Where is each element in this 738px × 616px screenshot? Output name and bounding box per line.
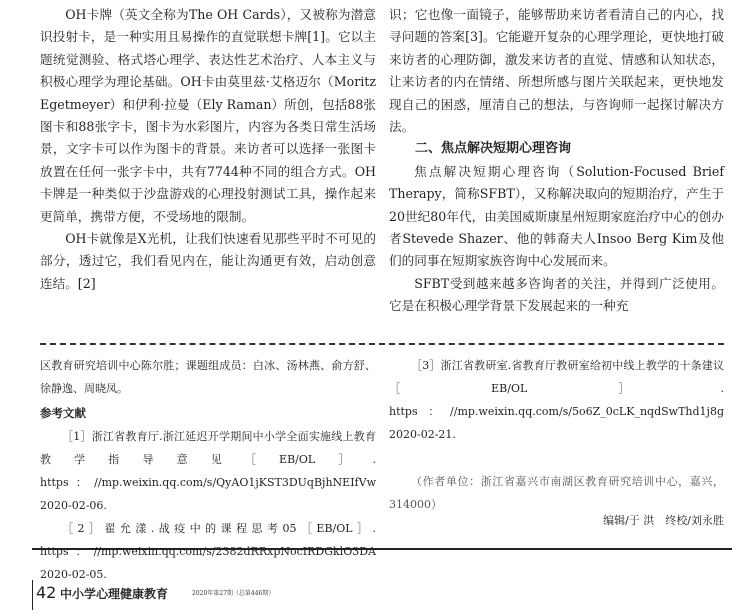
body-paragraph: 焦点解决短期心理咨询（Solution-Focused Brief Therapy，简称SFBT），又称解决取向的短期治疗，产生于20世纪80年代，由美国威斯康星州短期家庭治疗中心的创办者Stevede Shazer、他的韩裔夫人Insoo Berg Kim及他们的同事在短期家族咨询中心发展而来。	[389, 163, 724, 269]
body-paragraph: OH卡就像是X光机，让我们快速看见那些平时不可见的部分，透过它，我们看见内在，能让沟通更有效，启动创意连结。[2]	[40, 231, 376, 291]
editor-credit: 编辑/于 洪 终校/刘永胜	[603, 514, 724, 527]
page-number: 42	[36, 583, 57, 602]
reference-item: ［3］浙江省教研室.省教育厅教研室给初中线上教学的十条建议［EB/OL］. https：//mp.weixin.qq.com/s/5o6Z_0cLK_nqdSwThd1j8g 2020-02-21.	[389, 359, 724, 441]
author-affiliation: （作者单位：浙江省嘉兴市南湖区教育研究培训中心，嘉兴，314000）	[389, 475, 724, 511]
body-paragraph: OH卡牌（英文全称为The OH Cards），又被称为潜意识投射卡，是一种实用且易操作的直觉联想卡牌[1]。它以主题统觉测验、格式塔心理学、表达性艺术治疗、人本主义与积极心理学为理论基础。OH卡由莫里兹·艾格迈尔（Moritz Egetmeyer）和伊利·拉曼（Ely Raman）所创，包括88张图卡和88张字卡，图卡为水彩图片，内容为各类日常生活场景，文字卡可以作为图卡的背景。来访者可以选择一张图卡放置在任何一张字卡中，共有7744种不同的组合方式。OH卡牌是一种类似于沙盘游戏的心理投射测试工具，操作起来更简单，携带方便，不受场地的限制。	[40, 7, 376, 224]
body-paragraph: 识；它也像一面镜子，能够帮助来访者看清自己的内心，找寻问题的答案[3]。它能避开复杂的心理学理论，更快地打破来访者的心理防御，激发来访者的直觉、情感和认知状态，让来访者的内在情绪、所想所感与图片关联起来，更快地发现自己的困惑，厘清自己的想法，与咨询师一起探讨解决方法。	[389, 7, 724, 135]
references-heading: 参考文献	[40, 406, 86, 420]
project-note: 区教育研究培训中心陈尔胜；课题组成员：白冰、汤林燕、俞方舒、徐静逸、周晓凤。	[40, 359, 376, 395]
reference-item: ［1］浙江省教育厅.浙江延迟开学期间中小学全面实施线上教育教学指导意见［EB/OL］. https：//mp.weixin.qq.com/s/QyAO1jKST3DUqBjhNEIfVw 2020-02-06.	[40, 430, 376, 512]
body-paragraph: SFBT受到越来越多咨询者的关注，并得到广泛使用。它是在积极心理学背景下发展起来的一种充	[389, 275, 724, 314]
footnote-area-right	[389, 354, 724, 516]
footer-rule	[32, 548, 732, 550]
right-column	[389, 4, 724, 318]
footnote-area-left	[40, 354, 376, 586]
issue-info: 2020年第27期（总第446期）	[192, 590, 275, 597]
page-footer	[32, 580, 732, 610]
section-heading: 二、焦点解决短期心理咨询	[415, 141, 572, 157]
section-divider	[40, 343, 724, 345]
reference-item: ［2］翟允漾.战疫中的课程思考05［EB/OL］. https：//mp.weixin.qq.com/s/2382dRRxpNocIRDGklO3DA 2020-02-05.	[40, 522, 376, 581]
left-column	[40, 4, 376, 295]
journal-name: 中小学心理健康教育	[60, 587, 169, 601]
footer-bar	[32, 580, 33, 610]
